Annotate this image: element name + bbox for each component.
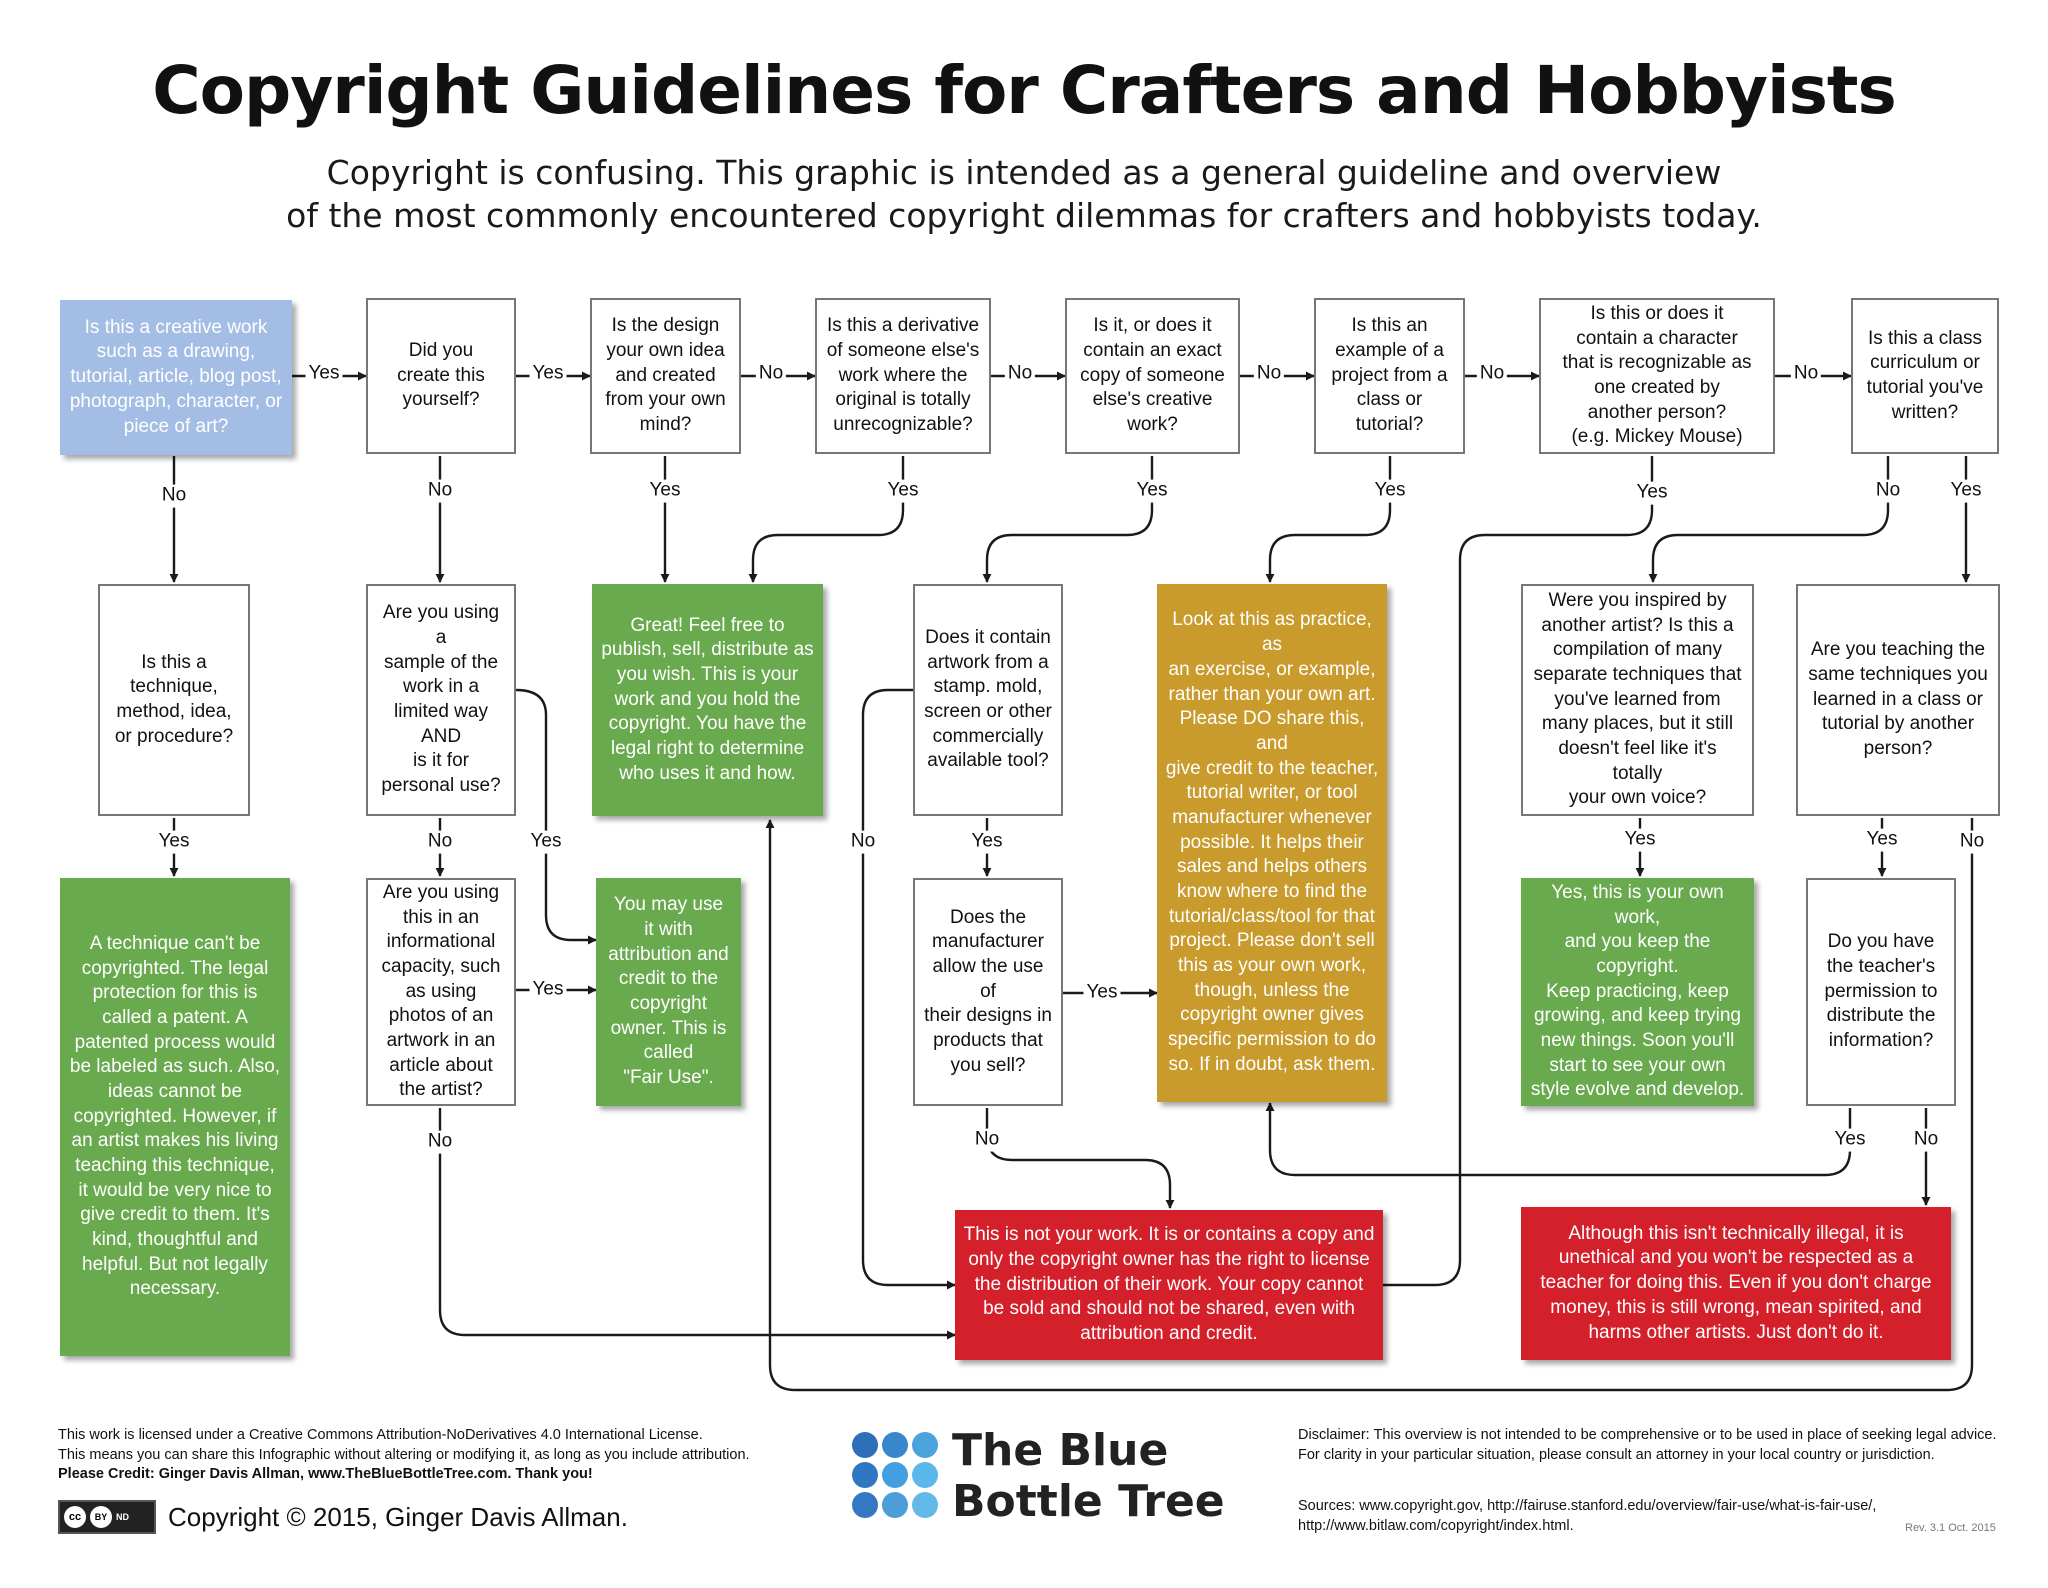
blue-bottle-tree-logo-icon (852, 1432, 938, 1518)
credit-line: Please Credit: Ginger Davis Allman, www.TheBlueBottleTree.com. Thank you! (58, 1466, 593, 1483)
label-yes-q8-down: Yes (1948, 480, 1985, 503)
sources (1298, 1497, 1998, 1536)
arrow-permission-practice (1270, 1103, 1850, 1175)
label-yes-q1-q2: Yes (306, 363, 343, 386)
label-yes-q2-q3: Yes (530, 363, 567, 386)
label-yes-inspired: Yes (1622, 829, 1659, 852)
technique-question: Is this a technique, method, idea, or procedure? (98, 584, 250, 816)
label-yes-manufacturer: Yes (1084, 982, 1121, 1005)
practice-exercise-result: Look at this as practice, as an exercise, or example, rather than your own art. Please DO share this, and give credit to the teacher, tutorial writer, or tool manufacturer whenever possible. It helps their sales and helps others know where to find the tutorial/class/tool for that project. Please don't sell this as your own work, though, unless the copyright owner gives specific permission to do so. If in doubt, ask them. (1157, 584, 1387, 1102)
by-icon: BY (90, 1506, 112, 1528)
class-curriculum-question: Is this a class curriculum or tutorial you've written? (1851, 298, 1999, 454)
logo-dot (852, 1492, 878, 1518)
logo-dot (882, 1492, 908, 1518)
label-no-sample: No (425, 831, 455, 854)
arrow-manufacturer-notyourwork (987, 1108, 1170, 1208)
label-yes-stamp: Yes (969, 831, 1006, 854)
logo-dot (852, 1432, 878, 1458)
not-your-work-result: This is not your work. It is or contains a copy and only the copyright owner has the right to license the distribution of their work. Your copy cannot be sold and should not be shared, even with attribution and credit. (955, 1210, 1383, 1360)
label-no-informational: No (425, 1131, 455, 1154)
label-no-q7-q8: No (1791, 363, 1821, 386)
label-yes-technique: Yes (156, 831, 193, 854)
brand-logo-line-2: Bottle Tree (952, 1475, 1225, 1527)
label-yes-q4-down: Yes (885, 480, 922, 503)
page-title: Copyright Guidelines for Crafters and Hobbyists (152, 52, 1896, 129)
nd-icon: ND (116, 1512, 129, 1522)
disclaimer: Disclaimer: This overview is not intended to be comprehensive or to be used in place of seeking legal advice. For clarity in your particular situation, please consult an attorney in your local country or jurisdiction. (1298, 1427, 1997, 1463)
license-line-1: This work is licensed under a Creative Commons Attribution-NoDerivatives 4.0 International License. (58, 1427, 703, 1443)
recognizable-character-question: Is this or does it contain a character that is recognizable as one created by another person? (e.g. Mickey Mouse) (1539, 298, 1775, 454)
label-no-q2-down: No (425, 480, 455, 503)
start-creative-work-question: Is this a creative work such as a drawing, tutorial, article, blog post, photograph, character, or piece of art? (60, 300, 292, 455)
label-yes-q3-down: Yes (647, 480, 684, 503)
license-line-2: This means you can share this Infographic without altering or modifying it, as long as you include attribution. (58, 1446, 750, 1463)
exact-copy-question: Is it, or does it contain an exact copy of someone else's creative work? (1065, 298, 1240, 454)
label-no-q1-down: No (159, 485, 189, 508)
label-no-stamp: No (848, 831, 878, 854)
derivative-work-question: Is this a derivative of someone else's work where the original is totally unrecognizable? (815, 298, 991, 454)
label-no-manufacturer: No (972, 1129, 1002, 1152)
brand-logo-line-1: The Blue (952, 1425, 1169, 1476)
inspired-by-artist-question: Were you inspired by another artist? Is this a compilation of many separate techniques that you've learned from many places, but it still doesn't feel like it's totally your own voice? (1521, 584, 1754, 816)
class-example-question: Is this an example of a project from a class or tutorial? (1314, 298, 1465, 454)
label-no-teaching: No (1957, 831, 1987, 854)
design-own-idea-question: Is the design your own idea and created from your own mind? (590, 298, 741, 454)
sample-limited-use-question: Are you using a sample of the work in a limited way AND is it for personal use? (366, 584, 516, 816)
own-work-result: Yes, this is your own work, and you keep the copyright. Keep practicing, keep growing, and keep trying new things. Soon you'll start to see your own style evolve and develop. (1521, 878, 1754, 1106)
sources-line-1: Sources: www.copyright.gov, http://fairuse.stanford.edu/overview/fair-use/what-is-fair-use/, (1298, 1498, 1877, 1514)
revision-note: Rev. 3.1 Oct. 2015 (1905, 1522, 1996, 1534)
logo-dot (882, 1462, 908, 1488)
label-yes-q5-down: Yes (1134, 480, 1171, 503)
label-yes-sample: Yes (528, 831, 565, 854)
teaching-same-techniques-question: Are you teaching the same techniques you learned in a class or tutorial by another person? (1796, 584, 2000, 816)
brand-logo-text (952, 1426, 1225, 1527)
technique-patent-result: A technique can't be copyrighted. The legal protection for this is called a patent. A patented process would be labeled as such. Also, ideas cannot be copyrighted. However, if an artist makes his living teaching this technique, it would be very nice to give credit to them. It's kind, thoughtful and helpful. But not legally necessary. (60, 878, 290, 1356)
fair-use-result: You may use it with attribution and credit to the copyright owner. This is called "Fair Use". (596, 878, 741, 1106)
subtitle-line-2: of the most commonly encountered copyright dilemmas for crafters and hobbyists today. (286, 196, 1762, 235)
arrow-q6-practice (1270, 456, 1390, 582)
stamp-mold-question: Does it contain artwork from a stamp. mold, screen or other commercially available tool? (913, 584, 1063, 816)
label-yes-teaching: Yes (1864, 829, 1901, 852)
label-yes-q6-down: Yes (1372, 480, 1409, 503)
unethical-result: Although this isn't technically illegal, it is unethical and you won't be respected as a teacher for doing this. Even if you don't charge money, this is still wrong, mean spirited, and harms other artists. Just don't do it. (1521, 1207, 1951, 1360)
arrow-q4-great (753, 456, 903, 582)
informational-use-question: Are you using this in an informational capacity, such as using photos of an artwork in an article about the artist? (366, 878, 516, 1106)
copyright-notice: Copyright © 2015, Ginger Davis Allman. (168, 1502, 628, 1532)
logo-dot (912, 1432, 938, 1458)
logo-dot (912, 1462, 938, 1488)
arrow-sample-fairuse (516, 690, 596, 940)
label-no-permission: No (1911, 1129, 1941, 1152)
label-no-q6-q7: No (1477, 363, 1507, 386)
logo-dot (882, 1432, 908, 1458)
great-publish-result: Great! Feel free to publish, sell, distribute as you wish. This is your work and you hold the copyright. You have the legal right to determine who uses it and how. (592, 584, 823, 816)
sources-line-2: http://www.bitlaw.com/copyright/index.html. (1298, 1517, 1574, 1534)
arrow-q5-stamp (987, 456, 1152, 582)
logo-dot (852, 1462, 878, 1488)
arrow-q8-inspired (1653, 456, 1888, 582)
creative-commons-badge (58, 1500, 156, 1534)
label-no-q3-q4: No (756, 363, 786, 386)
label-no-q8-down: No (1873, 480, 1903, 503)
logo-dot (912, 1492, 938, 1518)
cc-icon: cc (64, 1506, 86, 1528)
label-no-q5-q6: No (1254, 363, 1284, 386)
manufacturer-allows-question: Does the manufacturer allow the use of their designs in products that you sell? (913, 878, 1063, 1106)
label-yes-permission: Yes (1832, 1129, 1869, 1152)
arrow-informational-notyourwork (440, 1108, 955, 1335)
label-yes-informational: Yes (530, 979, 567, 1002)
create-yourself-question: Did you create this yourself? (366, 298, 516, 454)
label-yes-q7-down: Yes (1634, 482, 1671, 505)
license-notice (58, 1426, 858, 1485)
label-no-q4-q5: No (1005, 363, 1035, 386)
subtitle-line-1: Copyright is confusing. This graphic is intended as a general guideline and overview (326, 153, 1722, 192)
teacher-permission-question: Do you have the teacher's permission to distribute the information? (1806, 878, 1956, 1106)
